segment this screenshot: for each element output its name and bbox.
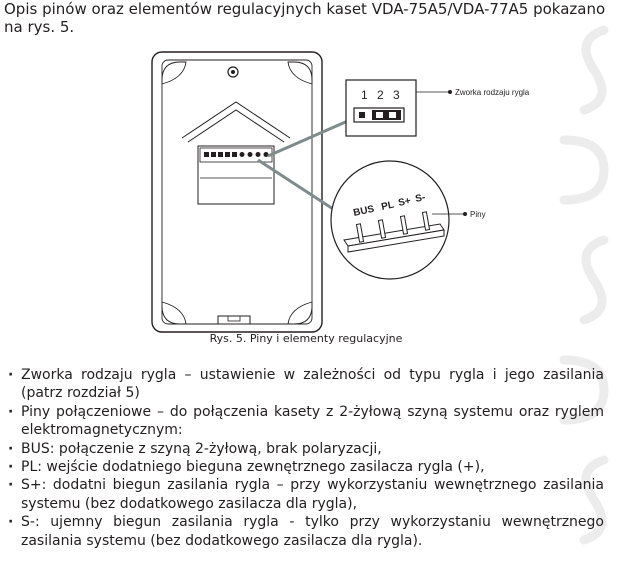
description-list: [8, 366, 604, 550]
pin-name-pl: PL: [380, 199, 396, 213]
list-item: · Zworka rodzaju rygla – ustawienie w zależności od typu rygla i jego zasilania (patrz rozdział 5): [8, 366, 604, 403]
pin-name-bus: BUS: [352, 203, 376, 219]
figure-caption: Rys. 5. Piny i elementy regulacyjne: [209, 332, 403, 345]
jumper-number-3: 3: [393, 88, 400, 102]
list-item: · BUS: połączenie z szyną 2-żyłową, brak polaryzacji,: [8, 440, 604, 458]
jumper-number-2: 2: [377, 88, 384, 102]
figure-cassette-diagram: [140, 44, 530, 334]
jumper-number-1: 1: [361, 88, 368, 102]
list-item: · Piny połączeniowe – do połączenia kasety z 2-żyłową szyną systemu oraz ryglem elektromagnetycznym:: [8, 403, 604, 440]
list-item: · PL: wejście dodatniego bieguna zewnętrznego zasilacza rygla (+),: [8, 458, 604, 476]
pins-callout: [331, 161, 486, 279]
intro-paragraph: Opis pinów oraz elementów regulacyjnych kaset VDA-75A5/VDA-77A5 pokazano na rys. 5.: [4, 0, 606, 36]
list-item: · S-: ujemny biegun zasilania rygla - tylko przy wykorzystaniu wewnętrznego zasilania systemu (bez dodatkowego zasilacza dla rygla).: [8, 513, 604, 550]
list-item: · S+: dodatni biegun zasilania rygla – przy wykorzystaniu wewnętrznego zasilania systemu (bez dodatkowego zasilacza dla rygla),: [8, 476, 604, 513]
cassette-body: [152, 52, 322, 332]
pin-name-s-minus: S-: [414, 192, 427, 205]
pins-label: Piny: [470, 210, 486, 219]
pin-name-s-plus: S+: [397, 195, 412, 209]
jumper-callout: [346, 80, 530, 136]
jumper-label: Zworka rodzaju rygla: [455, 88, 530, 97]
